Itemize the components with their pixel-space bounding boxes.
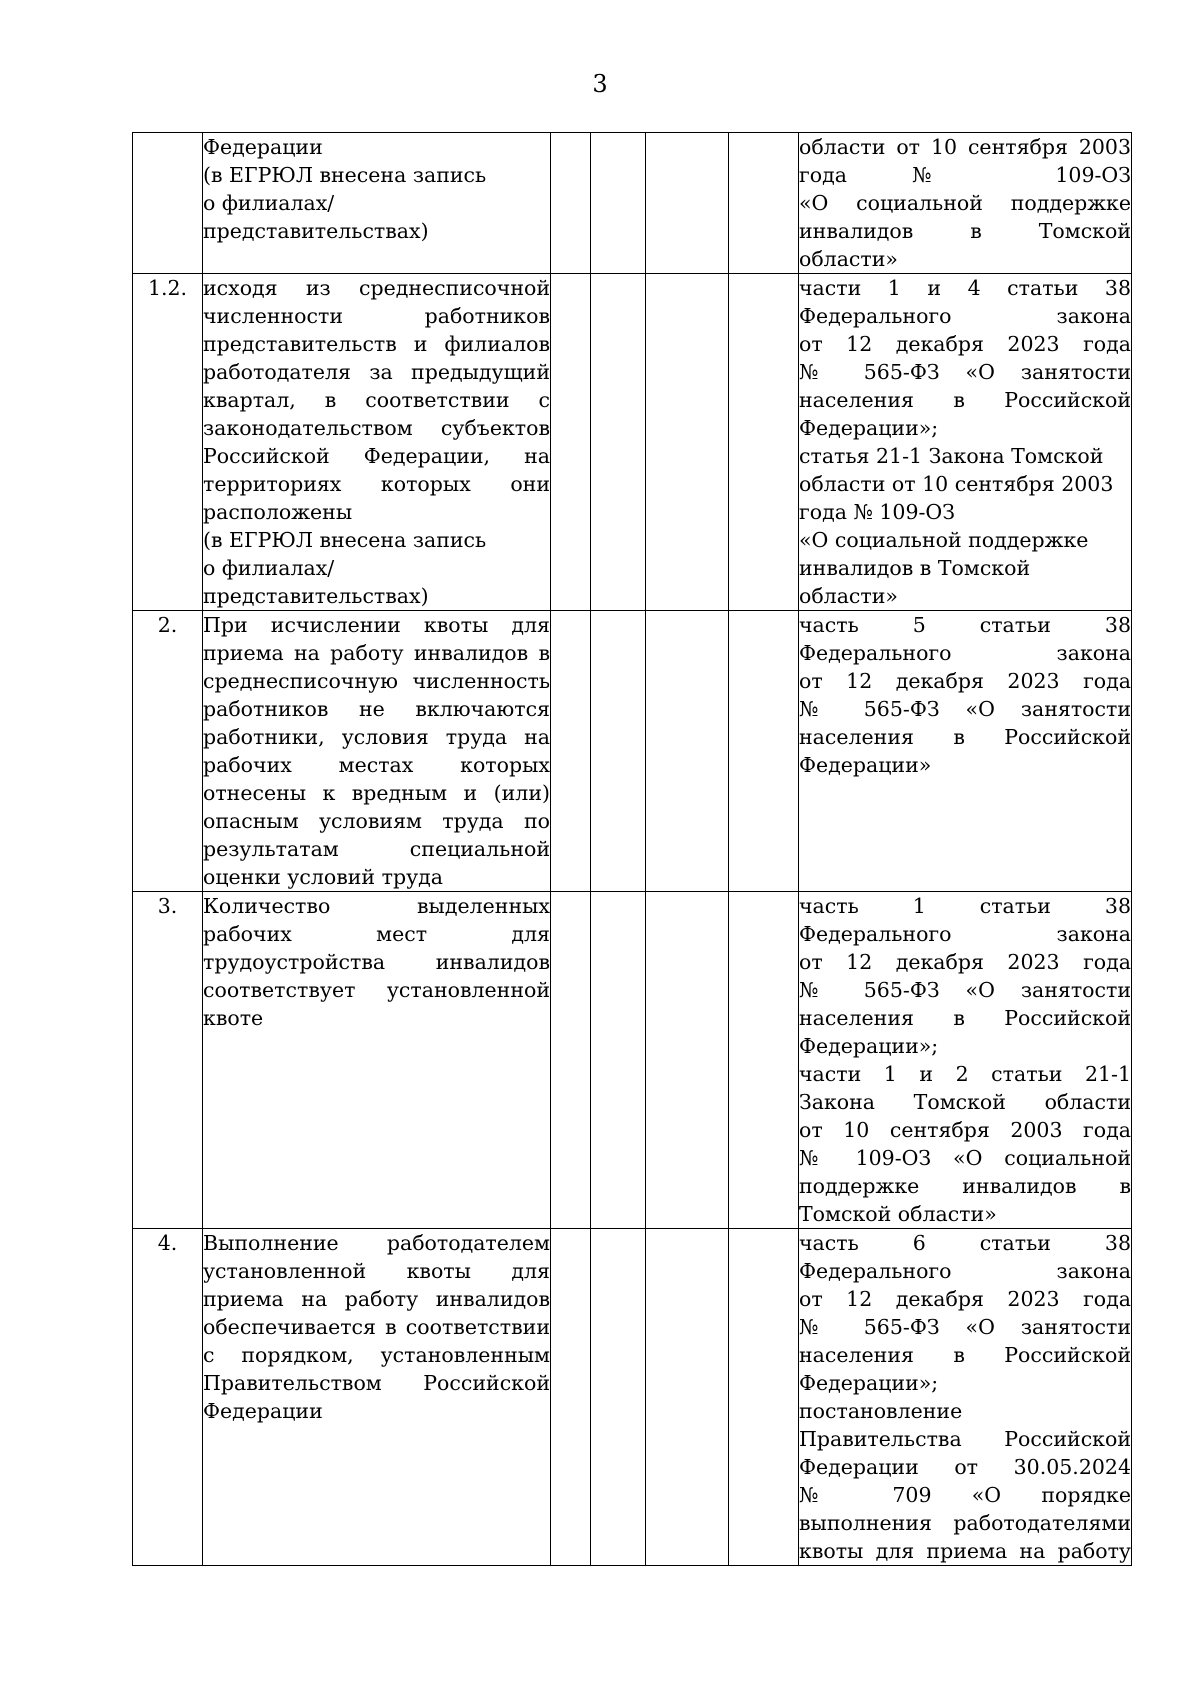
legal-reference-line: от 12 декабря 2023 года [799, 950, 1131, 974]
table-row [133, 133, 1132, 274]
legal-reference-line: статья 21-1 Закона Томской [799, 444, 1104, 468]
legal-reference-line: № 565-ФЗ «О занятости [799, 1315, 1131, 1339]
requirement-text-line: квартал, в соответствии с [203, 388, 550, 412]
requirement-text-line: установленной квоты для [203, 1259, 550, 1283]
requirement-text-line: приема на работу инвалидов [203, 1287, 550, 1311]
answer-cell-note [729, 611, 799, 892]
requirement-text-line: представительств и филиалов [203, 332, 550, 356]
legal-reference-line: от 12 декабря 2023 года [799, 669, 1131, 693]
legal-reference-line: Федерации»; [799, 1371, 939, 1395]
requirement-text-line: среднесписочную численность [203, 669, 550, 693]
legal-reference-line: выполнения работодателями [799, 1511, 1131, 1535]
requirement-text-line: обеспечивается в соответствии [203, 1315, 550, 1339]
legal-reference-line: поддержке инвалидов в [799, 1174, 1131, 1198]
requirement-text-line: Правительством Российской [203, 1371, 550, 1395]
legal-reference-line: «О социальной поддержке [799, 191, 1131, 215]
requirement-text-line: расположены [203, 500, 353, 524]
requirement-text-line: законодательством субъектов [203, 416, 550, 440]
legal-reference-line: области от 10 сентября 2003 [799, 472, 1114, 496]
legal-reference-line: Федерального закона [799, 304, 1131, 328]
answer-cell-yes [551, 611, 591, 892]
legal-reference [799, 274, 1132, 611]
legal-reference-line: области» [799, 247, 898, 271]
legal-reference-line: области от 10 сентября 2003 [799, 135, 1131, 159]
requirement-text [203, 1229, 551, 1566]
requirement-text-line: представительствах) [203, 584, 429, 608]
answer-cell-note [729, 1229, 799, 1566]
requirement-text-line: о филиалах/ [203, 191, 335, 215]
legal-reference-line: № 709 «О порядке [799, 1483, 1131, 1507]
legal-reference-line: № 565-ФЗ «О занятости [799, 697, 1131, 721]
table-body [133, 133, 1132, 1566]
legal-reference-line: населения в Российской [799, 388, 1131, 412]
answer-cell-yes [551, 274, 591, 611]
legal-reference-line: Закона Томской области [799, 1090, 1131, 1114]
requirement-text-line: работники, условия труда на [203, 725, 550, 749]
answer-cell-no [591, 1229, 646, 1566]
legal-reference-line: часть 6 статьи 38 [799, 1231, 1131, 1255]
legal-reference-line: Федерации»; [799, 416, 939, 440]
requirement-text-line: исходя из среднесписочной [203, 276, 550, 300]
legal-reference-line: от 10 сентября 2003 года [799, 1118, 1131, 1142]
legal-reference-line: части 1 и 4 статьи 38 [799, 276, 1131, 300]
legal-reference-line: Федерации»; [799, 1034, 939, 1058]
answer-cell-no [591, 274, 646, 611]
legal-reference-line: инвалидов в Томской [799, 219, 1131, 243]
table-row [133, 611, 1132, 892]
item-number: 2. [133, 611, 203, 892]
requirement-text-line: При исчислении квоты для [203, 613, 550, 637]
legal-reference-line: Федерального закона [799, 1259, 1131, 1283]
requirement-text-line: отнесены к вредным и (или) [203, 781, 550, 805]
requirement-text-line: работодателя за предыдущий [203, 360, 550, 384]
answer-cell-yes [551, 892, 591, 1229]
legal-reference-line: Федерации» [799, 753, 932, 777]
requirement-text-line: работников не включаются [203, 697, 550, 721]
item-number: 3. [133, 892, 203, 1229]
answer-cell-yes [551, 133, 591, 274]
legal-reference [799, 611, 1132, 892]
requirement-text-line: численности работников [203, 304, 550, 328]
table-row [133, 1229, 1132, 1566]
requirement-text-line: Федерации [203, 135, 323, 159]
legal-reference-line: № 109-ОЗ «О социальной [799, 1146, 1131, 1170]
legal-reference-line: от 12 декабря 2023 года [799, 1287, 1131, 1311]
legal-reference [799, 133, 1132, 274]
legal-reference-line: области» [799, 584, 898, 608]
requirement-text-line: квоте [203, 1006, 264, 1030]
legal-reference-line: Томской области» [799, 1202, 997, 1226]
requirement-text-line: о филиалах/ [203, 556, 335, 580]
requirement-text-line: Количество выделенных [203, 894, 550, 918]
requirement-text-line: Федерации [203, 1399, 323, 1423]
requirement-text-line: с порядком, установленным [203, 1343, 550, 1367]
answer-cell-na [646, 133, 729, 274]
legal-reference-line: инвалидов в Томской [799, 556, 1031, 580]
requirement-text-line: оценки условий труда [203, 865, 443, 889]
table-row [133, 892, 1132, 1229]
legal-reference-line: части 1 и 2 статьи 21-1 [799, 1062, 1131, 1086]
legal-reference-line: Федерального закона [799, 922, 1131, 946]
answer-cell-na [646, 274, 729, 611]
requirement-text-line: результатам специальной [203, 837, 550, 861]
legal-reference-line: населения в Российской [799, 1006, 1131, 1030]
requirements-table [132, 132, 1132, 1566]
requirement-text-line: рабочих местах которых [203, 753, 550, 777]
answer-cell-no [591, 892, 646, 1229]
answer-cell-note [729, 133, 799, 274]
requirement-text-line: (в ЕГРЮЛ внесена запись [203, 163, 487, 187]
legal-reference [799, 1229, 1132, 1566]
answer-cell-note [729, 274, 799, 611]
item-number: 1.2. [133, 274, 203, 611]
legal-reference-line: года № 109-ОЗ [799, 163, 1131, 187]
page-number: 3 [592, 70, 608, 98]
requirement-text-line: соответствует установленной [203, 978, 550, 1002]
requirement-text-line: территориях которых они [203, 472, 550, 496]
legal-reference-line: от 12 декабря 2023 года [799, 332, 1131, 356]
requirement-text-line: рабочих мест для [203, 922, 550, 946]
answer-cell-na [646, 1229, 729, 1566]
legal-reference-line: года № 109-ОЗ [799, 500, 955, 524]
legal-reference-line: «О социальной поддержке [799, 528, 1089, 552]
requirement-text-line: трудоустройства инвалидов [203, 950, 550, 974]
requirement-text-line: Выполнение работодателем [203, 1231, 550, 1255]
legal-reference-line: часть 5 статьи 38 [799, 613, 1131, 637]
answer-cell-na [646, 611, 729, 892]
legal-reference-line: часть 1 статьи 38 [799, 894, 1131, 918]
requirement-text-line: представительствах) [203, 219, 429, 243]
legal-reference-line: населения в Российской [799, 1343, 1131, 1367]
answer-cell-no [591, 611, 646, 892]
requirement-text [203, 133, 551, 274]
requirement-text-line: Российской Федерации, на [203, 444, 550, 468]
requirement-text [203, 892, 551, 1229]
requirement-text-line: (в ЕГРЮЛ внесена запись [203, 528, 487, 552]
answer-cell-na [646, 892, 729, 1229]
legal-reference-line: № 565-ФЗ «О занятости [799, 360, 1131, 384]
item-number [133, 133, 203, 274]
item-number: 4. [133, 1229, 203, 1566]
legal-reference-line: Федерации от 30.05.2024 [799, 1455, 1131, 1479]
legal-reference-line: квоты для приема на работу [799, 1539, 1131, 1563]
legal-reference-line: Правительства Российской [799, 1427, 1131, 1451]
requirement-text-line: опасным условиям труда по [203, 809, 550, 833]
requirement-text [203, 611, 551, 892]
table-row [133, 274, 1132, 611]
requirement-text [203, 274, 551, 611]
answer-cell-yes [551, 1229, 591, 1566]
legal-reference-line: населения в Российской [799, 725, 1131, 749]
answer-cell-no [591, 133, 646, 274]
legal-reference-line: Федерального закона [799, 641, 1131, 665]
legal-reference-line: постановление [799, 1399, 963, 1423]
answer-cell-note [729, 892, 799, 1229]
requirement-text-line: приема на работу инвалидов в [203, 641, 550, 665]
legal-reference-line: № 565-ФЗ «О занятости [799, 978, 1131, 1002]
legal-reference [799, 892, 1132, 1229]
